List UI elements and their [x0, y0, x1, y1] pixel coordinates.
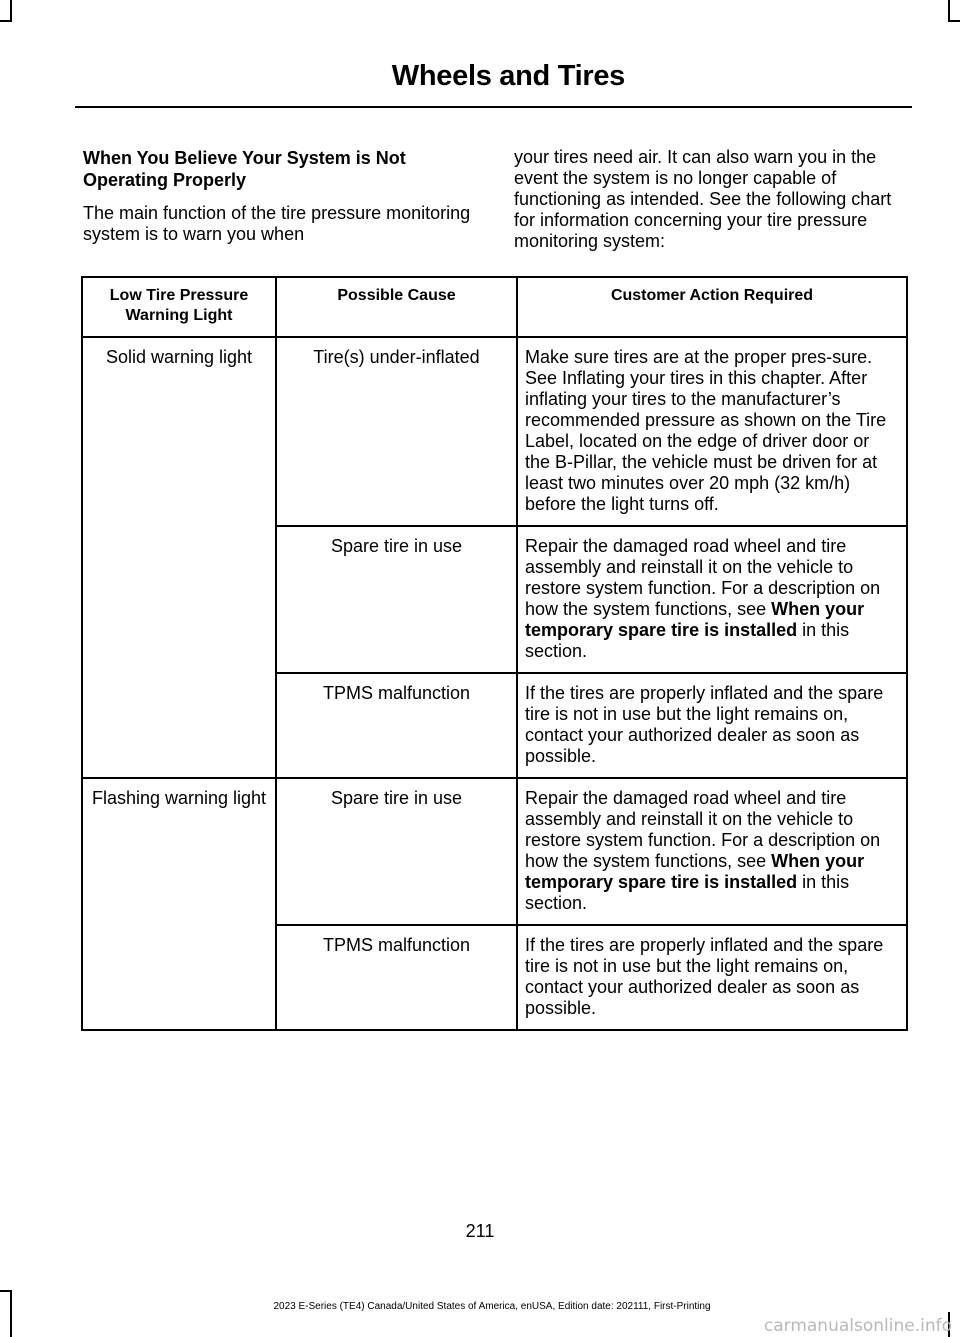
action-text: Repair the damaged road wheel and tire assembly and reinstall it on the vehicle to restore system function. For a description on how the system functions, see: [525, 536, 881, 619]
warning-light-cell: Flashing warning light: [82, 778, 276, 1030]
header-warning-light: Low Tire Pressure Warning Light: [82, 277, 276, 337]
action-text: in this section.: [525, 620, 850, 661]
action-cell: [517, 526, 907, 673]
table-row: [82, 778, 907, 925]
action-cell: Make sure tires are at the proper pres-sure. See Inflating your tires in this chapter. After inflating your tires to the manufacturer’s recommended pressure as shown on the Tire Label, located on the edge of driver door or the B-Pillar, the vehicle must be driven for at least two minutes over 20 mph (32 km/h) before the light turns off.: [517, 337, 907, 526]
intro-right-column: [514, 147, 910, 252]
crop-mark: [0, 1290, 12, 1292]
tpms-chart-table: [81, 276, 908, 1031]
page-title: Wheels and Tires: [391, 60, 625, 92]
crop-mark: [948, 20, 960, 22]
intro-paragraph-continued: your tires need air. It can also warn you in the event the system is no longer capable of functioning as intended. See the following chart for information concerning your tire pressure monitoring system:: [514, 147, 892, 251]
header-customer-action: Customer Action Required: [517, 277, 907, 337]
title-divider: [75, 106, 912, 108]
cause-cell: Tire(s) under-inflated: [276, 337, 517, 526]
edition-footer: 2023 E-Series (TE4) Canada/United States of America, enUSA, Edition date: 202111, First-Printing: [273, 1301, 711, 1312]
action-cell: If the tires are properly inflated and the spare tire is not in use but the light remains on, contact your authorized dealer as soon as possible.: [517, 673, 907, 778]
crop-mark: [0, 20, 12, 22]
action-text: in this section.: [525, 872, 850, 913]
action-cell: [517, 778, 907, 925]
cross-reference: When your temporary spare tire is installed: [525, 851, 865, 892]
action-text: Repair the damaged road wheel and tire assembly and reinstall it on the vehicle to restore system function. For a description on how the system functions, see: [525, 788, 881, 871]
action-cell: If the tires are properly inflated and the spare tire is not in use but the light remains on, contact your authorized dealer as soon as possible.: [517, 925, 907, 1030]
cause-cell: TPMS malfunction: [276, 925, 517, 1030]
table-row: [82, 337, 907, 526]
warning-light-cell: Solid warning light: [82, 337, 276, 778]
cause-cell: Spare tire in use: [276, 526, 517, 673]
crop-mark: [948, 0, 950, 22]
page-number: 211: [465, 1221, 495, 1241]
table-header-row: [82, 277, 907, 337]
intro-left-column: [83, 147, 488, 245]
crop-mark: [10, 0, 12, 22]
crop-mark: [10, 1290, 12, 1337]
cause-cell: TPMS malfunction: [276, 673, 517, 778]
section-heading: When You Believe Your System is Not Operating Properly: [83, 148, 406, 190]
cross-reference: When your temporary spare tire is installed: [525, 599, 865, 640]
intro-paragraph-start: The main function of the tire pressure monitoring system is to warn you when: [83, 203, 471, 244]
header-possible-cause: Possible Cause: [276, 277, 517, 337]
cause-cell: Spare tire in use: [276, 778, 517, 925]
site-watermark: carmanualsonline.info: [763, 1316, 952, 1336]
